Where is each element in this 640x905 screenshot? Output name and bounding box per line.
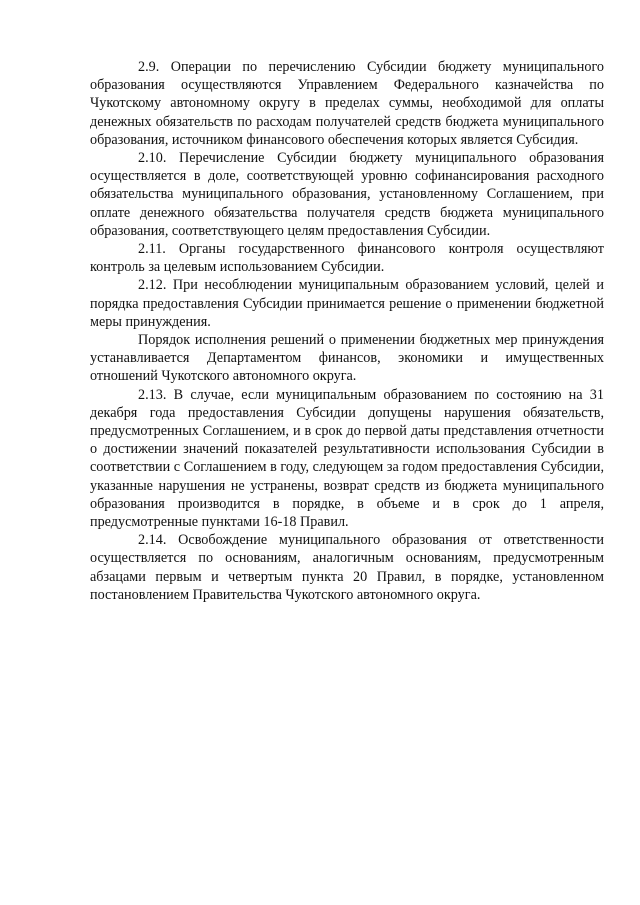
document-body: [90, 58, 604, 604]
paragraph-2-9: 2.9. Операции по перечислению Субсидии бюджету муниципального образования осуществляются Управлением Федерального казначейства по Чукотскому автономному округу в пределах суммы, необходимой для оплаты денежных обязательств по расходам получателей средств бюджета муниципального образования, источником финансового обеспечения которых является Субсидия.: [90, 59, 604, 148]
paragraph-2-11: 2.11. Органы государственного финансового контроля осуществляют контроль за целевым использованием Субсидии.: [90, 241, 604, 276]
paragraph-2-10: 2.10. Перечисление Субсидии бюджету муниципального образования осуществляется в доле, соответствующей уровню софинансирования расходного обязательства муниципального образования, установленному Соглашением, при оплате денежного обязательства получателя средств бюджета муниципального образования, соответствующего целям предоставления Субсидии.: [90, 150, 604, 239]
paragraph-2-12: 2.12. При несоблюдении муниципальным образованием условий, целей и порядка предоставления Субсидии принимается решение о применении бюджетной меры принуждения.: [90, 277, 604, 330]
paragraph-enforcement-procedure: Порядок исполнения решений о применении бюджетных мер принуждения устанавливается Департаментом финансов, экономики и имущественных отношений Чукотского автономного округа.: [90, 332, 604, 385]
paragraph-2-14: 2.14. Освобождение муниципального образования от ответственности осуществляется по основаниям, аналогичным основаниям, предусмотренным абзацами первым и четвертым пункта 20 Правил, в порядке, установленном постановлением Правительства Чукотского автономного округа.: [90, 532, 604, 603]
paragraph-2-13: 2.13. В случае, если муниципальным образованием по состоянию на 31 декабря года предоставления Субсидии допущены нарушения обязательств, предусмотренных Соглашением, и в срок до первой даты представления отчетности о достижении значений показателей результативности использования Субсидии в соответствии с Соглашением в году, следующем за годом предоставления Субсидии, указанные нарушения не устранены, возврат средств из бюджета муниципального образования производится в порядке, в объеме и в срок до 1 апреля, предусмотренные пунктами 16-18 Правил.: [90, 386, 604, 531]
